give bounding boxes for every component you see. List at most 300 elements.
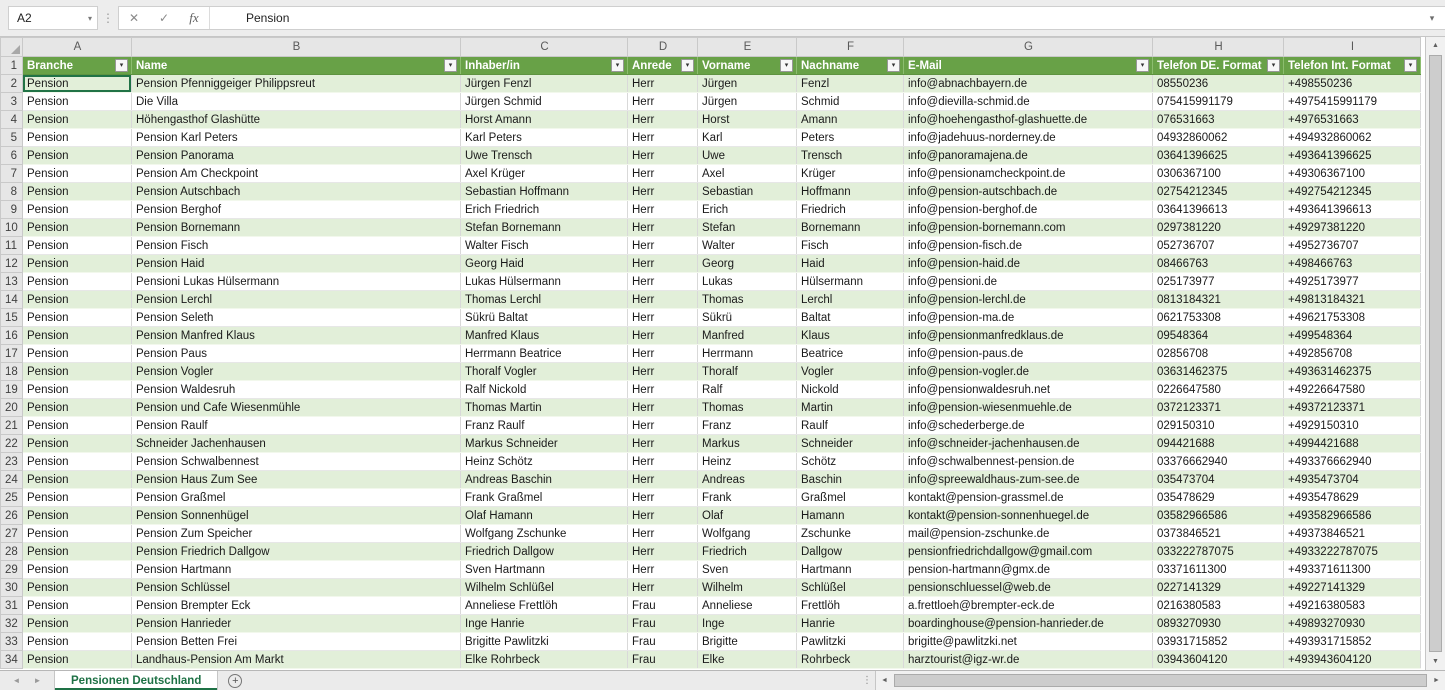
- cell-tel_int[interactable]: +493631462375: [1284, 363, 1421, 381]
- name-box[interactable]: [8, 6, 98, 30]
- cell-vorname[interactable]: Franz: [698, 417, 797, 435]
- cell-nachname[interactable]: Haid: [797, 255, 904, 273]
- cell-branche[interactable]: Pension: [23, 561, 132, 579]
- cell-inhaber[interactable]: Friedrich Dallgow: [461, 543, 628, 561]
- cell-nachname[interactable]: Raulf: [797, 417, 904, 435]
- cell-tel_de[interactable]: 08466763: [1153, 255, 1284, 273]
- cell-email[interactable]: a.frettloeh@brempter-eck.de: [904, 597, 1153, 615]
- cell-nachname[interactable]: Baltat: [797, 309, 904, 327]
- row-header[interactable]: 33: [1, 633, 23, 651]
- cell-email[interactable]: info@pensionwaldesruh.net: [904, 381, 1153, 399]
- cell-tel_int[interactable]: +49893270930: [1284, 615, 1421, 633]
- cell-tel_de[interactable]: 02754212345: [1153, 183, 1284, 201]
- cell-vorname[interactable]: Wolfgang: [698, 525, 797, 543]
- cell-anrede[interactable]: Herr: [628, 543, 698, 561]
- cell-inhaber[interactable]: Walter Fisch: [461, 237, 628, 255]
- cell-email[interactable]: info@pensionmanfredklaus.de: [904, 327, 1153, 345]
- cell-nachname[interactable]: Trensch: [797, 147, 904, 165]
- collapse-formula-bar-icon[interactable]: ▾: [1429, 12, 1435, 23]
- cell-branche[interactable]: Pension: [23, 309, 132, 327]
- cell-anrede[interactable]: Herr: [628, 327, 698, 345]
- cell-nachname[interactable]: Schneider: [797, 435, 904, 453]
- cell-nachname[interactable]: Frettlöh: [797, 597, 904, 615]
- cell-name[interactable]: Pension Manfred Klaus: [132, 327, 461, 345]
- cell-tel_int[interactable]: +4933222787075: [1284, 543, 1421, 561]
- vertical-scrollbar[interactable]: [1425, 37, 1445, 670]
- filter-button[interactable]: ▾: [611, 59, 624, 72]
- cell-branche[interactable]: Pension: [23, 147, 132, 165]
- cell-vorname[interactable]: Elke: [698, 651, 797, 669]
- cell-anrede[interactable]: Herr: [628, 111, 698, 129]
- cell-tel_int[interactable]: +493641396613: [1284, 201, 1421, 219]
- cell-email[interactable]: info@pensioni.de: [904, 273, 1153, 291]
- cell-anrede[interactable]: Herr: [628, 579, 698, 597]
- row-header[interactable]: 18: [1, 363, 23, 381]
- cell-branche[interactable]: Pension: [23, 273, 132, 291]
- cell-email[interactable]: info@pension-vogler.de: [904, 363, 1153, 381]
- filter-button[interactable]: ▾: [681, 59, 694, 72]
- cell-tel_int[interactable]: +49226647580: [1284, 381, 1421, 399]
- table-header-tel_int[interactable]: [1284, 57, 1421, 75]
- cell-branche[interactable]: Pension: [23, 381, 132, 399]
- cell-email[interactable]: brigitte@pawlitzki.net: [904, 633, 1153, 651]
- cell-email[interactable]: kontakt@pension-grassmel.de: [904, 489, 1153, 507]
- cell-inhaber[interactable]: Jürgen Schmid: [461, 93, 628, 111]
- row-header[interactable]: 31: [1, 597, 23, 615]
- cell-name[interactable]: Pension Brempter Eck: [132, 597, 461, 615]
- cell-anrede[interactable]: Herr: [628, 147, 698, 165]
- cell-branche[interactable]: Pension: [23, 327, 132, 345]
- cell-vorname[interactable]: Lukas: [698, 273, 797, 291]
- tab-prev-icon[interactable]: ◄: [12, 676, 21, 685]
- name-box-dropdown-icon[interactable]: ▾: [87, 13, 92, 23]
- cell-branche[interactable]: Pension: [23, 201, 132, 219]
- cell-branche[interactable]: Pension: [23, 237, 132, 255]
- cell-anrede[interactable]: Herr: [628, 309, 698, 327]
- cell-vorname[interactable]: Thomas: [698, 399, 797, 417]
- cell-tel_de[interactable]: 076531663: [1153, 111, 1284, 129]
- row-header[interactable]: 20: [1, 399, 23, 417]
- filter-button[interactable]: ▾: [780, 59, 793, 72]
- table-header-tel_de[interactable]: [1153, 57, 1284, 75]
- cell-name[interactable]: Pension Zum Speicher: [132, 525, 461, 543]
- table-header-inhaber[interactable]: [461, 57, 628, 75]
- row-header[interactable]: 23: [1, 453, 23, 471]
- cell-branche[interactable]: Pension: [23, 255, 132, 273]
- row-header[interactable]: 11: [1, 237, 23, 255]
- cell-vorname[interactable]: Karl: [698, 129, 797, 147]
- cell-email[interactable]: info@pension-ma.de: [904, 309, 1153, 327]
- cell-nachname[interactable]: Amann: [797, 111, 904, 129]
- horizontal-scroll-thumb[interactable]: [894, 674, 1427, 687]
- cell-name[interactable]: Pension Schwalbennest: [132, 453, 461, 471]
- cell-tel_de[interactable]: 0227141329: [1153, 579, 1284, 597]
- scroll-up-icon[interactable]: ▲: [1432, 42, 1439, 49]
- cell-tel_de[interactable]: 094421688: [1153, 435, 1284, 453]
- cell-tel_de[interactable]: 035473704: [1153, 471, 1284, 489]
- cell-branche[interactable]: Pension: [23, 363, 132, 381]
- cell-nachname[interactable]: Bornemann: [797, 219, 904, 237]
- cell-inhaber[interactable]: Jürgen Fenzl: [461, 75, 628, 93]
- cell-inhaber[interactable]: Heinz Schötz: [461, 453, 628, 471]
- cell-email[interactable]: mail@pension-zschunke.de: [904, 525, 1153, 543]
- cell-nachname[interactable]: Hartmann: [797, 561, 904, 579]
- cell-tel_de[interactable]: 03376662940: [1153, 453, 1284, 471]
- table-header-vorname[interactable]: [698, 57, 797, 75]
- cell-branche[interactable]: Pension: [23, 543, 132, 561]
- cell-name[interactable]: Pension Waldesruh: [132, 381, 461, 399]
- cell-tel_int[interactable]: +493931715852: [1284, 633, 1421, 651]
- table-header-branche[interactable]: [23, 57, 132, 75]
- cell-nachname[interactable]: Dallgow: [797, 543, 904, 561]
- cell-name[interactable]: Pension Karl Peters: [132, 129, 461, 147]
- cell-email[interactable]: pensionfriedrichdallgow@gmail.com: [904, 543, 1153, 561]
- row-header[interactable]: 28: [1, 543, 23, 561]
- cell-inhaber[interactable]: Thomas Martin: [461, 399, 628, 417]
- cell-tel_de[interactable]: 0813184321: [1153, 291, 1284, 309]
- cell-tel_de[interactable]: 075415991179: [1153, 93, 1284, 111]
- cell-email[interactable]: info@pension-autschbach.de: [904, 183, 1153, 201]
- cell-email[interactable]: harztourist@igz-wr.de: [904, 651, 1153, 669]
- cell-inhaber[interactable]: Anneliese Frettlöh: [461, 597, 628, 615]
- row-header[interactable]: 12: [1, 255, 23, 273]
- cell-vorname[interactable]: Stefan: [698, 219, 797, 237]
- cell-nachname[interactable]: Beatrice: [797, 345, 904, 363]
- cell-vorname[interactable]: Jürgen: [698, 93, 797, 111]
- cell-anrede[interactable]: Herr: [628, 165, 698, 183]
- cell-name[interactable]: Pension und Cafe Wiesenmühle: [132, 399, 461, 417]
- cell-inhaber[interactable]: Sükrü Baltat: [461, 309, 628, 327]
- cell-tel_de[interactable]: 0373846521: [1153, 525, 1284, 543]
- cell-nachname[interactable]: Fisch: [797, 237, 904, 255]
- cell-vorname[interactable]: Manfred: [698, 327, 797, 345]
- cell-inhaber[interactable]: Brigitte Pawlitzki: [461, 633, 628, 651]
- cell-anrede[interactable]: Herr: [628, 183, 698, 201]
- cell-name[interactable]: Schneider Jachenhausen: [132, 435, 461, 453]
- cell-inhaber[interactable]: Elke Rohrbeck: [461, 651, 628, 669]
- scroll-left-icon[interactable]: ◄: [881, 677, 888, 684]
- cell-email[interactable]: info@pension-paus.de: [904, 345, 1153, 363]
- cell-tel_int[interactable]: +49297381220: [1284, 219, 1421, 237]
- cell-name[interactable]: Pension Schlüssel: [132, 579, 461, 597]
- column-header-B[interactable]: B: [132, 38, 461, 57]
- cell-branche[interactable]: Pension: [23, 633, 132, 651]
- cell-branche[interactable]: Pension: [23, 597, 132, 615]
- cell-vorname[interactable]: Frank: [698, 489, 797, 507]
- cell-inhaber[interactable]: Sebastian Hoffmann: [461, 183, 628, 201]
- formula-input[interactable]: Pension: [246, 11, 290, 25]
- row-header[interactable]: 32: [1, 615, 23, 633]
- cell-email[interactable]: info@panoramajena.de: [904, 147, 1153, 165]
- cell-anrede[interactable]: Herr: [628, 489, 698, 507]
- cell-vorname[interactable]: Sebastian: [698, 183, 797, 201]
- cell-branche[interactable]: Pension: [23, 291, 132, 309]
- cell-tel_int[interactable]: +49813184321: [1284, 291, 1421, 309]
- cell-tel_de[interactable]: 03371611300: [1153, 561, 1284, 579]
- cell-nachname[interactable]: Rohrbeck: [797, 651, 904, 669]
- cell-inhaber[interactable]: Horst Amann: [461, 111, 628, 129]
- cell-name[interactable]: Pension Bornemann: [132, 219, 461, 237]
- cell-vorname[interactable]: Walter: [698, 237, 797, 255]
- cell-email[interactable]: info@pension-wiesenmuehle.de: [904, 399, 1153, 417]
- cell-email[interactable]: pension-hartmann@gmx.de: [904, 561, 1153, 579]
- cell-inhaber[interactable]: Thomas Lerchl: [461, 291, 628, 309]
- cell-branche[interactable]: Pension: [23, 75, 132, 93]
- cell-anrede[interactable]: Herr: [628, 381, 698, 399]
- cell-vorname[interactable]: Sükrü: [698, 309, 797, 327]
- cell-anrede[interactable]: Herr: [628, 273, 698, 291]
- row-header[interactable]: 16: [1, 327, 23, 345]
- cell-tel_int[interactable]: +498466763: [1284, 255, 1421, 273]
- scrollbar-grip-icon[interactable]: ⋮: [862, 675, 872, 686]
- row-header[interactable]: 13: [1, 273, 23, 291]
- cell-tel_de[interactable]: 052736707: [1153, 237, 1284, 255]
- cell-name[interactable]: Pension Autschbach: [132, 183, 461, 201]
- cell-tel_int[interactable]: +4929150310: [1284, 417, 1421, 435]
- cell-vorname[interactable]: Sven: [698, 561, 797, 579]
- cell-name[interactable]: Pension Paus: [132, 345, 461, 363]
- cell-anrede[interactable]: Herr: [628, 561, 698, 579]
- cell-vorname[interactable]: Olaf: [698, 507, 797, 525]
- cell-anrede[interactable]: Herr: [628, 525, 698, 543]
- cell-tel_int[interactable]: +49373846521: [1284, 525, 1421, 543]
- cell-vorname[interactable]: Heinz: [698, 453, 797, 471]
- cell-branche[interactable]: Pension: [23, 399, 132, 417]
- cell-branche[interactable]: Pension: [23, 435, 132, 453]
- cell-vorname[interactable]: Herrmann: [698, 345, 797, 363]
- select-all-corner[interactable]: [1, 38, 23, 57]
- row-header[interactable]: 21: [1, 417, 23, 435]
- cell-anrede[interactable]: Herr: [628, 93, 698, 111]
- cell-email[interactable]: info@pensionamcheckpoint.de: [904, 165, 1153, 183]
- cell-inhaber[interactable]: Inge Hanrie: [461, 615, 628, 633]
- row-header[interactable]: 26: [1, 507, 23, 525]
- row-header[interactable]: 8: [1, 183, 23, 201]
- cell-email[interactable]: info@pension-lerchl.de: [904, 291, 1153, 309]
- cell-tel_int[interactable]: +493371611300: [1284, 561, 1421, 579]
- filter-button[interactable]: ▾: [1267, 59, 1280, 72]
- cell-nachname[interactable]: Hamann: [797, 507, 904, 525]
- cell-name[interactable]: Pension Haid: [132, 255, 461, 273]
- cell-tel_int[interactable]: +492754212345: [1284, 183, 1421, 201]
- cell-anrede[interactable]: Herr: [628, 417, 698, 435]
- cell-inhaber[interactable]: Ralf Nickold: [461, 381, 628, 399]
- cell-tel_int[interactable]: +49621753308: [1284, 309, 1421, 327]
- cell-vorname[interactable]: Erich: [698, 201, 797, 219]
- cell-branche[interactable]: Pension: [23, 165, 132, 183]
- column-header-D[interactable]: D: [628, 38, 698, 57]
- cell-name[interactable]: Höhengasthof Glashütte: [132, 111, 461, 129]
- row-header[interactable]: 29: [1, 561, 23, 579]
- cell-branche[interactable]: Pension: [23, 453, 132, 471]
- cell-inhaber[interactable]: Wilhelm Schlüßel: [461, 579, 628, 597]
- cell-branche[interactable]: Pension: [23, 471, 132, 489]
- cell-name[interactable]: Pension Pfenniggeiger Philippsreut: [132, 75, 461, 93]
- cell-nachname[interactable]: Baschin: [797, 471, 904, 489]
- cell-nachname[interactable]: Pawlitzki: [797, 633, 904, 651]
- cell-inhaber[interactable]: Markus Schneider: [461, 435, 628, 453]
- cell-name[interactable]: Pensioni Lukas Hülsermann: [132, 273, 461, 291]
- cell-inhaber[interactable]: Herrmann Beatrice: [461, 345, 628, 363]
- cell-tel_int[interactable]: +4994421688: [1284, 435, 1421, 453]
- cell-anrede[interactable]: Herr: [628, 129, 698, 147]
- table-header-email[interactable]: [904, 57, 1153, 75]
- cell-tel_int[interactable]: +493943604120: [1284, 651, 1421, 669]
- cell-inhaber[interactable]: Erich Friedrich: [461, 201, 628, 219]
- cancel-icon[interactable]: ✕: [128, 11, 140, 25]
- cell-tel_int[interactable]: +49216380583: [1284, 597, 1421, 615]
- cell-tel_de[interactable]: 03943604120: [1153, 651, 1284, 669]
- cell-email[interactable]: info@hoehengasthof-glashuette.de: [904, 111, 1153, 129]
- cell-vorname[interactable]: Horst: [698, 111, 797, 129]
- filter-button[interactable]: ▾: [115, 59, 128, 72]
- cell-inhaber[interactable]: Thoralf Vogler: [461, 363, 628, 381]
- cell-anrede[interactable]: Herr: [628, 345, 698, 363]
- cell-vorname[interactable]: Anneliese: [698, 597, 797, 615]
- cell-branche[interactable]: Pension: [23, 507, 132, 525]
- row-header[interactable]: 15: [1, 309, 23, 327]
- cell-anrede[interactable]: Herr: [628, 219, 698, 237]
- cell-vorname[interactable]: Georg: [698, 255, 797, 273]
- cell-vorname[interactable]: Uwe: [698, 147, 797, 165]
- cell-tel_de[interactable]: 03582966586: [1153, 507, 1284, 525]
- row-header[interactable]: 34: [1, 651, 23, 669]
- cell-name[interactable]: Pension Raulf: [132, 417, 461, 435]
- add-sheet-button[interactable]: [218, 671, 252, 690]
- cell-anrede[interactable]: Herr: [628, 237, 698, 255]
- cell-nachname[interactable]: Schlüßel: [797, 579, 904, 597]
- row-header[interactable]: 7: [1, 165, 23, 183]
- cell-email[interactable]: info@dievilla-schmid.de: [904, 93, 1153, 111]
- cell-inhaber[interactable]: Stefan Bornemann: [461, 219, 628, 237]
- cell-anrede[interactable]: Herr: [628, 255, 698, 273]
- cell-inhaber[interactable]: Karl Peters: [461, 129, 628, 147]
- cell-nachname[interactable]: Graßmel: [797, 489, 904, 507]
- cell-tel_de[interactable]: 03931715852: [1153, 633, 1284, 651]
- cell-name[interactable]: Pension Am Checkpoint: [132, 165, 461, 183]
- cell-vorname[interactable]: Andreas: [698, 471, 797, 489]
- cell-name[interactable]: Pension Graßmel: [132, 489, 461, 507]
- row-header[interactable]: 2: [1, 75, 23, 93]
- cell-tel_int[interactable]: +4925173977: [1284, 273, 1421, 291]
- cell-nachname[interactable]: Lerchl: [797, 291, 904, 309]
- cell-inhaber[interactable]: Olaf Hamann: [461, 507, 628, 525]
- cell-inhaber[interactable]: Sven Hartmann: [461, 561, 628, 579]
- cell-email[interactable]: boardinghouse@pension-hanrieder.de: [904, 615, 1153, 633]
- cell-inhaber[interactable]: Georg Haid: [461, 255, 628, 273]
- cell-tel_de[interactable]: 0297381220: [1153, 219, 1284, 237]
- cell-email[interactable]: info@spreewaldhaus-zum-see.de: [904, 471, 1153, 489]
- cell-inhaber[interactable]: Manfred Klaus: [461, 327, 628, 345]
- cell-tel_int[interactable]: +494932860062: [1284, 129, 1421, 147]
- cell-inhaber[interactable]: Wolfgang Zschunke: [461, 525, 628, 543]
- row-header[interactable]: 10: [1, 219, 23, 237]
- cell-nachname[interactable]: Klaus: [797, 327, 904, 345]
- cell-email[interactable]: info@pension-fisch.de: [904, 237, 1153, 255]
- cell-vorname[interactable]: Jürgen: [698, 75, 797, 93]
- cell-name[interactable]: Pension Hartmann: [132, 561, 461, 579]
- cell-inhaber[interactable]: Lukas Hülsermann: [461, 273, 628, 291]
- cell-nachname[interactable]: Krüger: [797, 165, 904, 183]
- cell-vorname[interactable]: Inge: [698, 615, 797, 633]
- cell-nachname[interactable]: Schötz: [797, 453, 904, 471]
- cell-nachname[interactable]: Fenzl: [797, 75, 904, 93]
- cell-tel_int[interactable]: +493641396625: [1284, 147, 1421, 165]
- cell-email[interactable]: info@pension-bornemann.com: [904, 219, 1153, 237]
- cell-tel_de[interactable]: 03641396613: [1153, 201, 1284, 219]
- row-header[interactable]: 25: [1, 489, 23, 507]
- table-header-name[interactable]: [132, 57, 461, 75]
- cell-name[interactable]: Pension Sonnenhügel: [132, 507, 461, 525]
- cell-vorname[interactable]: Friedrich: [698, 543, 797, 561]
- cell-name[interactable]: Pension Hanrieder: [132, 615, 461, 633]
- cell-branche[interactable]: Pension: [23, 345, 132, 363]
- cell-tel_int[interactable]: +4952736707: [1284, 237, 1421, 255]
- row-header[interactable]: 4: [1, 111, 23, 129]
- cell-nachname[interactable]: Nickold: [797, 381, 904, 399]
- cell-tel_int[interactable]: +49306367100: [1284, 165, 1421, 183]
- filter-button[interactable]: ▾: [1404, 59, 1417, 72]
- cell-tel_de[interactable]: 02856708: [1153, 345, 1284, 363]
- cell-tel_int[interactable]: +493376662940: [1284, 453, 1421, 471]
- cell-inhaber[interactable]: Uwe Trensch: [461, 147, 628, 165]
- formula-bar-splitter-icon[interactable]: ⋮: [102, 11, 114, 25]
- cell-tel_de[interactable]: 09548364: [1153, 327, 1284, 345]
- cell-tel_de[interactable]: 033222787075: [1153, 543, 1284, 561]
- cell-vorname[interactable]: Wilhelm: [698, 579, 797, 597]
- table-header-nachname[interactable]: [797, 57, 904, 75]
- cell-branche[interactable]: Pension: [23, 219, 132, 237]
- cell-nachname[interactable]: Martin: [797, 399, 904, 417]
- cell-email[interactable]: info@schwalbennest-pension.de: [904, 453, 1153, 471]
- cell-nachname[interactable]: Zschunke: [797, 525, 904, 543]
- cell-anrede[interactable]: Herr: [628, 507, 698, 525]
- cell-vorname[interactable]: Axel: [698, 165, 797, 183]
- cell-branche[interactable]: Pension: [23, 615, 132, 633]
- cell-tel_de[interactable]: 0226647580: [1153, 381, 1284, 399]
- cell-branche[interactable]: Pension: [23, 417, 132, 435]
- cell-nachname[interactable]: Hülsermann: [797, 273, 904, 291]
- row-header[interactable]: 6: [1, 147, 23, 165]
- cell-email[interactable]: info@abnachbayern.de: [904, 75, 1153, 93]
- cell-inhaber[interactable]: Axel Krüger: [461, 165, 628, 183]
- cell-vorname[interactable]: Markus: [698, 435, 797, 453]
- row-header[interactable]: 5: [1, 129, 23, 147]
- cell-email[interactable]: pensionschluessel@web.de: [904, 579, 1153, 597]
- cell-tel_de[interactable]: 04932860062: [1153, 129, 1284, 147]
- row-header[interactable]: 24: [1, 471, 23, 489]
- cell-branche[interactable]: Pension: [23, 525, 132, 543]
- cell-anrede[interactable]: Herr: [628, 75, 698, 93]
- cell-tel_de[interactable]: 025173977: [1153, 273, 1284, 291]
- cell-tel_int[interactable]: +49227141329: [1284, 579, 1421, 597]
- cell-name[interactable]: Pension Friedrich Dallgow: [132, 543, 461, 561]
- column-header-E[interactable]: E: [698, 38, 797, 57]
- cell-vorname[interactable]: Brigitte: [698, 633, 797, 651]
- sheet-tab-active[interactable]: [54, 671, 218, 690]
- cell-branche[interactable]: Pension: [23, 111, 132, 129]
- cell-anrede[interactable]: Frau: [628, 597, 698, 615]
- cell-nachname[interactable]: Vogler: [797, 363, 904, 381]
- column-header-H[interactable]: H: [1153, 38, 1284, 57]
- column-header-F[interactable]: F: [797, 38, 904, 57]
- cell-name[interactable]: Die Villa: [132, 93, 461, 111]
- cell-tel_de[interactable]: 0306367100: [1153, 165, 1284, 183]
- cell-tel_int[interactable]: +49372123371: [1284, 399, 1421, 417]
- row-header[interactable]: 9: [1, 201, 23, 219]
- cell-name[interactable]: Pension Vogler: [132, 363, 461, 381]
- cell-name[interactable]: Pension Betten Frei: [132, 633, 461, 651]
